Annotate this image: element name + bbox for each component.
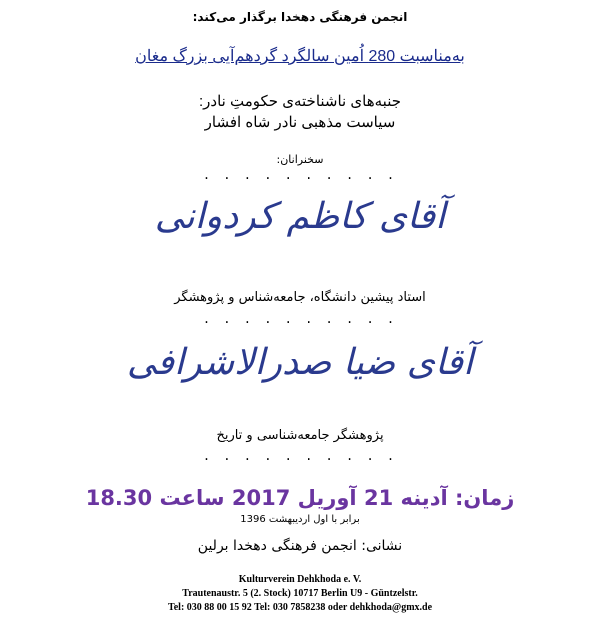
club-name: Kulturverein Dehkhoda e. V. (238, 574, 362, 585)
dotted-separator: . . . . . . . . . . (202, 312, 398, 326)
speaker-1-name: آقای کاظم کردوانی (154, 196, 446, 237)
time-hour: 18.30 (85, 486, 153, 510)
contact-info: Tel: 030 88 00 15 92 Tel: 030 7858238 oder dehkhoda@gmx.de (167, 602, 433, 613)
topic-subtitle: سیاست مذهبی نادر شاه افشار (204, 114, 396, 131)
time-month: آوریل (297, 486, 357, 510)
time-label: زمان: (454, 486, 515, 510)
topic-title: جنبه‌های ناشناخته‌ی حکومتِ نادر: (199, 93, 401, 110)
event-time (0, 486, 600, 510)
time-day: 21 (363, 486, 394, 510)
dotted-separator: . . . . . . . . . . (202, 449, 398, 463)
speaker-1-description: استاد پیشین دانشگاه، جامعه‌شناس و پژوهشگر (174, 290, 426, 305)
street-address: Trautenaustr. 5 (2. Stock) 10717 Berlin U9 - Güntzelstr. (182, 588, 418, 599)
occasion-heading: به‌مناسبت 280 اُمین سالگرد گردهم‌آیی بزرگ مغان (135, 48, 465, 65)
address-persian: نشانی: انجمن فرهنگی دهخدا برلین (197, 538, 403, 554)
time-year: 2017 (231, 486, 291, 510)
speaker-2-description: پژوهشگر جامعه‌شناسی و تاریخ (216, 428, 384, 443)
speaker-2-name: آقای ضیا صدرالاشرافی (126, 342, 474, 383)
time-weekday: آدینه (400, 486, 448, 510)
time-hour-label: ساعت (159, 486, 225, 510)
organizer-line: انجمن فرهنگی دهخدا برگذار می‌کند: (192, 10, 408, 24)
speakers-label: سخنرانان: (276, 153, 324, 166)
persian-date-equivalent: برابر با اول اردیبهشت 1396 (240, 514, 360, 525)
dotted-separator: . . . . . . . . . . (202, 168, 398, 182)
